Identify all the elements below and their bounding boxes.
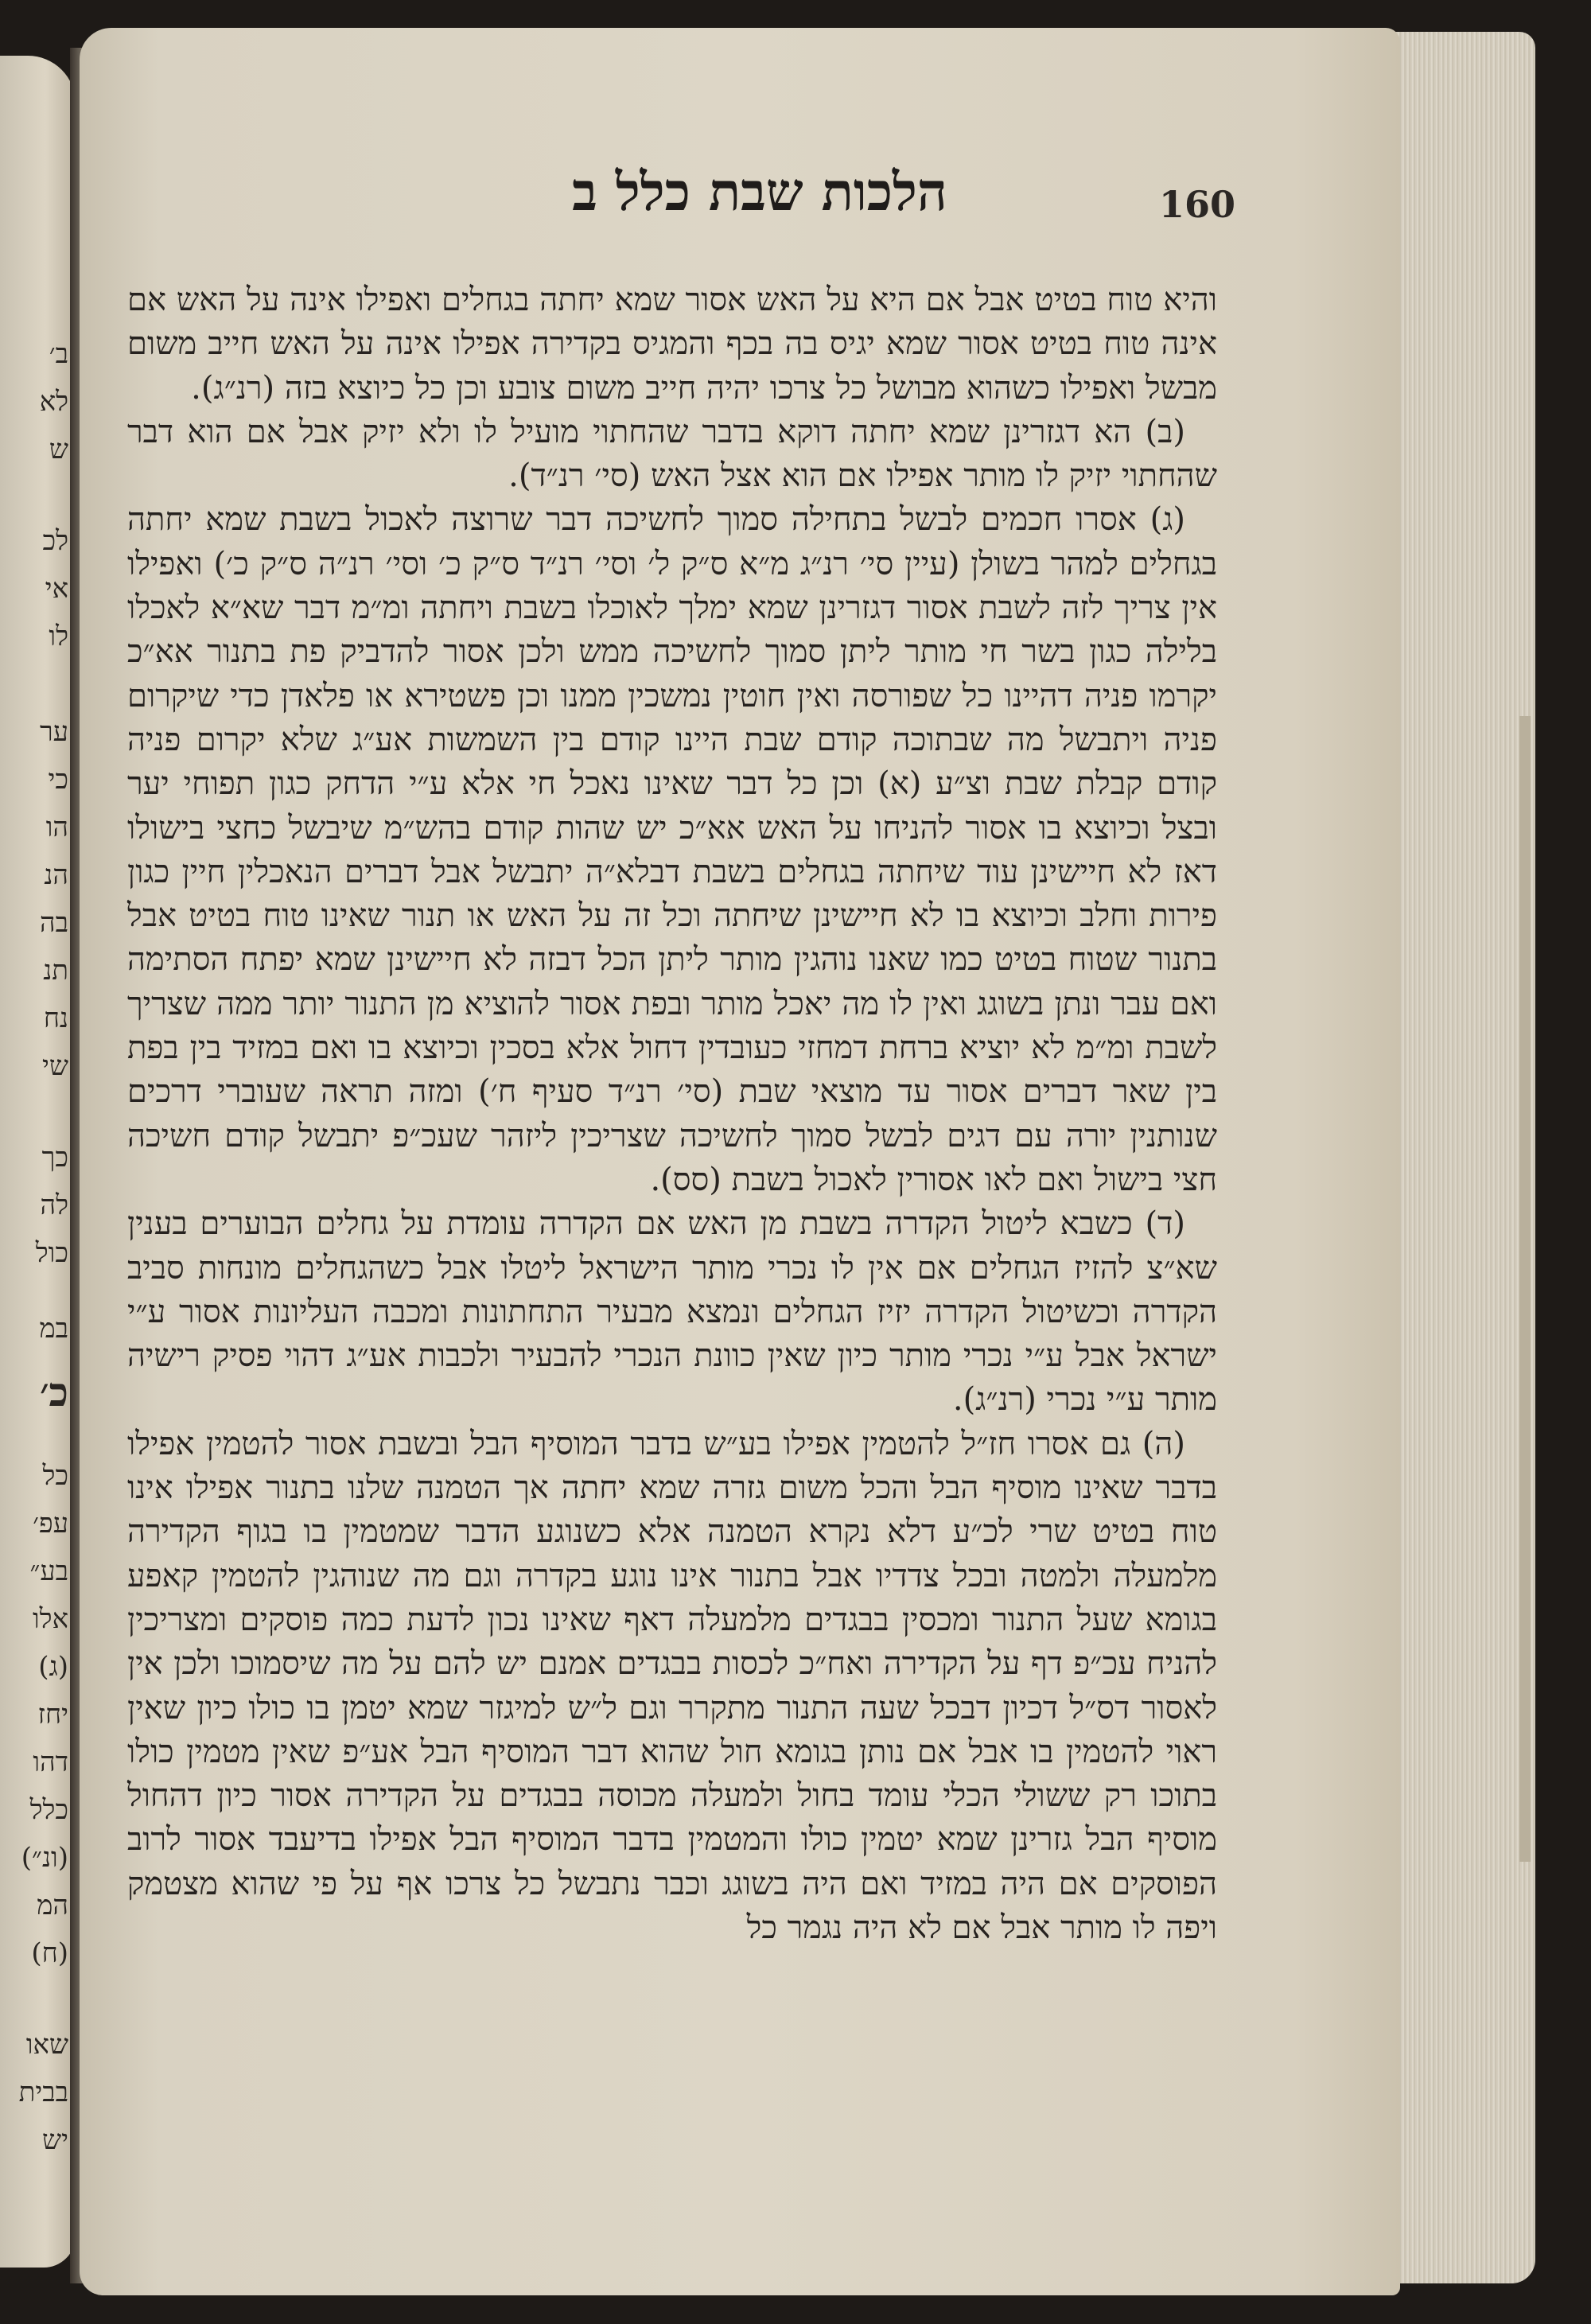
facing-page-fragment: הנ	[44, 859, 68, 891]
facing-page-fragment: כלל	[29, 1794, 68, 1826]
paragraph-b: (ב) הא דגזרינן שמא יחתה דוקא בדבר שהחתוי מועיל לו ולא יזיק אבל אם הוא דבר שהחתוי יזיק לו מותר אפילו אם הוא אצל האש (סי׳ רנ״ד).	[127, 413, 1217, 495]
facing-page-fragment: כ׳	[40, 1368, 68, 1415]
facing-page-fragment: בע״	[29, 1555, 68, 1587]
facing-page-fragment: כי	[48, 764, 68, 796]
facing-page-fragment: כל	[42, 1460, 68, 1492]
facing-page-left	[0, 56, 76, 2268]
facing-page-fragment: (ח)	[31, 1937, 68, 1969]
facing-page-fragment: תנ	[43, 955, 68, 987]
facing-page-fragment: ער	[40, 716, 68, 748]
facing-page-fragment: לה	[40, 1189, 68, 1221]
facing-page-fragment: שאו	[25, 2029, 68, 2061]
facing-page-fragment: (ונ״)	[21, 1842, 68, 1874]
main-text	[127, 278, 1217, 1950]
facing-page-fragment: דהו	[33, 1746, 68, 1778]
facing-page-fragment: שי	[42, 1050, 68, 1082]
facing-page-fragment: אי	[45, 573, 68, 605]
paragraph-continuation: והיא טוח בטיט אבל אם היא על האש אסור שמא יחתה בגחלים ואפילו אינה על האש אם אינה טוח בטיט אסור שמא יגיס בה בכף והמגיס בקדירה אפילו אינה על האש חייב משום מבשל ואפילו כשהוא מבושל כל צרכו יהיה חייב משום צובע וכן כל כיוצא בזה (רנ״ג).	[127, 282, 1217, 407]
facing-page-fragment: הו	[45, 812, 68, 843]
facing-page-fragment: ב׳	[49, 338, 68, 370]
facing-page-fragment: נח	[43, 1002, 68, 1034]
facing-page-fragment: לא	[39, 386, 68, 418]
facing-page-fragment: לו	[49, 621, 68, 652]
facing-page-fragment: במ	[39, 1313, 68, 1345]
facing-page-fragment: בבית	[18, 2077, 68, 2108]
page-edge-marker	[1519, 716, 1531, 1862]
facing-page-fragment: המ	[37, 1890, 68, 1921]
page-number: 160	[1159, 183, 1236, 226]
running-title: הלכות שבת כלל ב	[572, 161, 947, 223]
facing-page-fragment: אלו	[32, 1603, 68, 1635]
page-header	[123, 159, 1236, 247]
facing-page-fragment: בה	[40, 907, 68, 939]
facing-page-fragment: עפ׳	[33, 1508, 68, 1540]
facing-page-fragment: יש	[42, 2124, 68, 2156]
facing-page-fragment: כך	[41, 1142, 68, 1174]
facing-page-fragment: (ג)	[38, 1651, 68, 1683]
facing-page-fragment: יחז	[37, 1699, 68, 1730]
paragraph-g: (ג) אסרו חכמים לבשל בתחילה סמוך לחשיכה דבר שרוצה לאכול בשבת שמא יחתה בגחלים למהר בשולן (עיין סי׳ רנ״ג מ״א ס״ק ל׳ וסי׳ רנ״ד ס״ק כ׳ וסי׳ רנ״ה ס״ק כ׳) ואפילו אין צריך לזה לשבת אסור דגזרינן שמא ימלך לאוכלו בשבת ויחתה ומ״מ דבר שא״א לאכלו בלילה כגון בשר חי מותר ליתן סמוך לחשיכה ממש ולכן אסור להדביק פת בתנור אא״כ יקרמו פניה דהיינו כל שפורסה ואין חוטין נמשכין ממנו וכן פשטירא או פלאדן כדי שיקרום פניה ויתבשל מה שבתוכה קודם שבת היינו קודם בין השמשות אע״ג שלא יקרום פניה קודם קבלת שבת וצ״ע (א) וכן כל דבר שאינו נאכל חי אלא ע״י הדחק כגון תפוחי יער ובצל וכיוצא בו אסור להניחו על האש אא״כ יש שהות קודם בהש״מ שיבשל כחצי בישולו דאז לא חיישינן עוד שיחתה בגחלים בשבת דבלא״ה יתבשל אבל דברים הנאכלין חיין כגון פירות וחלב וכיוצא בו לא חיישינן שיחתה וכל זה על האש או תנור שאינו טוח בטיט אבל בתנור שטוח בטיט כמו שאנו נוהגין מותר ליתן הכל דבזה לא חיישינן שמא יפתח הסתימה ואם עבר ונתן בשוגג ואין לו מה יאכל מותר ובפת אסור להוציא מן התנור יותר ממה שצריך לשבת ומ״מ לא יוציא ברחת דמחזי כעובדין דחול אלא בסכין וכיוצא בו ואם במזיד בין בפת בין שאר דברים אסור עד מוצאי שבת (סי׳ רנ״ד סעיף ח׳) ומזה תראה שעוברי דרכים שנותנין יורה עם דגים לבשל סמוך לחשיכה שצריכין ליזהר שעכ״פ יתבשל קודם חשיכה חצי בישול ואם לאו אסורין לאכול בשבת (סס).	[127, 501, 1218, 1198]
facing-page-fragment: כול	[35, 1237, 68, 1269]
facing-page-fragment: לכ	[42, 525, 68, 557]
paragraph-d: (ד) כשבא ליטול הקדרה בשבת מן האש אם הקדרה עומדת על גחלים הבוערים בענין שא״צ להזיז הגחלים אם אין לו נכרי מותר הישראל ליטלו אבל כשהגחלים מונחות סביב הקדרה וכשיטול הקדרה יזיז הגחלים ונמצא מבעיר התחתונות ומכבה העליונות אסור ע״י ישראל אבל ע״י נכרי מותר כיון שאין כוונת הנכרי להבעיר ולכבות אע״ג דהוי פסיק רישיה מותר ע״י נכרי (רנ״ג).	[127, 1205, 1218, 1419]
paragraph-h: (ה) גם אסרו חז״ל להטמין אפילו בע״ש בדבר המוסיף הבל ובשבת אסור להטמין אפילו בדבר שאינו מוסיף הבל והכל משום גזרה שמא יחתה אך הטמנה שלנו בתנור אפילו אינו טוח בטיט שרי לכ״ע דלא נקרא הטמנה אלא כשנוגע הדבר שמטמין בו בגוף הקדירה מלמעלה ולמטה ובכל צדדיו אבל בתנור אינו נוגע בקדרה וגם מה שנוהגין להטמין קאפע בגומא שעל התנור ומכסין בבגדים מלמעלה דאף שאינו נכון לדעת כמה פוסקים ומצריכין להניח עכ״פ דף על הקדירה ואח״כ לכסות בבגדים אמנם יש להם על מה שיסמוכו ולכן אין לאסור דס״ל דכיון דבכל שעה התנור מתקרר וגם ל״ש למיגזר שמא יטמן בו כולו כיון שאין ראוי להטמין בו אבל אם נותן בגומא חול שהוא דבר המוסיף הבל אע״פ שאין מטמין כולו בתוכו רק ששולי הכלי עומד בחול ולמעלה מכוסה בבגדים על הקדירה אסור כיון דהחול מוסיף הבל גזרינן שמא יטמין כולו והמטמין בדבר המוסיף הבל אפילו בדיעבד אסור לרוב הפוסקים אם היה במזיד ואם היה בשוגג וכבר נתבשל כל צרכו אף על פי שהוא מצטמק ויפה לו מותר אבל אם לא היה נגמר כל	[127, 1425, 1217, 1946]
facing-page-fragment: ש	[49, 434, 68, 465]
